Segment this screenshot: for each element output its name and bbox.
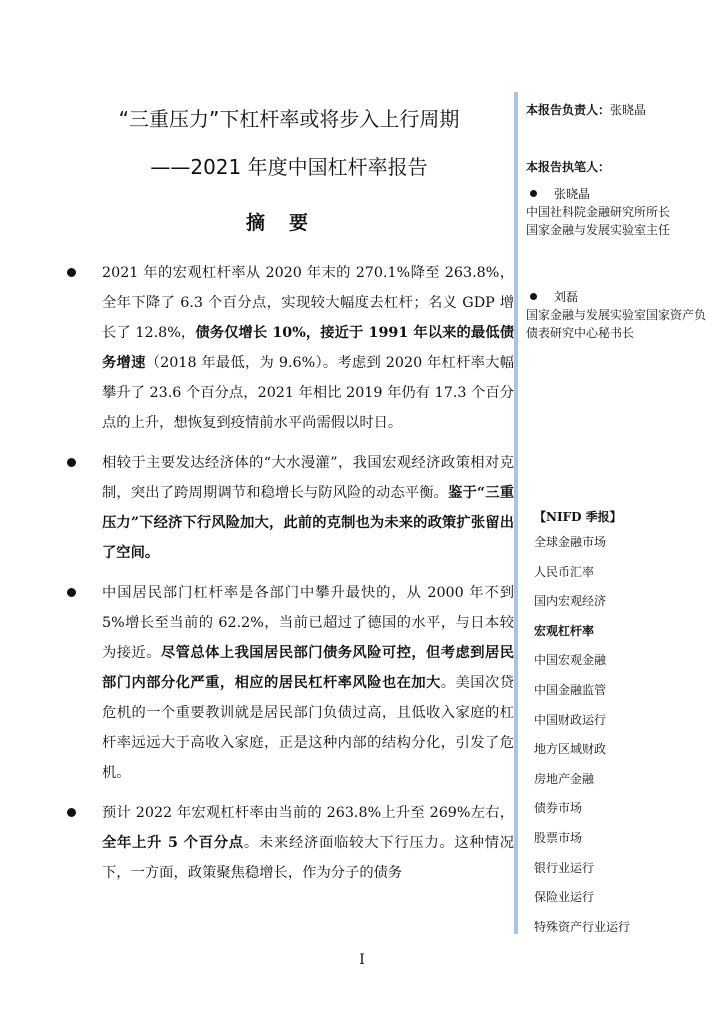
abstract-bullet xyxy=(64,448,514,568)
nifd-list xyxy=(526,532,706,946)
authors-label xyxy=(526,158,706,176)
author-name: 刘磊 xyxy=(526,288,706,306)
nifd-item[interactable]: 中国金融监管 xyxy=(534,682,607,697)
nifd-item[interactable]: 中国财政运行 xyxy=(534,712,607,727)
bullet-emphasis: 鉴于“三重压力”下经济下行风险加大，此前的克制也为未来的政策扩张留出了空间。 xyxy=(102,485,514,561)
authors-label-text: 本报告执笔人： xyxy=(526,160,611,174)
author-affiliation: 国家金融与发展实验室国家资产负债表研究中心秘书长 xyxy=(526,308,707,340)
abstract-bullet xyxy=(64,258,514,438)
page-number: I xyxy=(359,952,365,968)
nifd-item[interactable]: 中国宏观金融 xyxy=(534,653,607,668)
nifd-item[interactable]: 保险业运行 xyxy=(534,890,595,905)
bullet-text: （2018 年最低，为 9.6%）。考虑到 2020 年杠杆率大幅攀升了 23.6 个百分点，2021 年相比 2019 年仍有 17.3 个百分点的上升，想恢复到疫情前水平尚需假以时日。 xyxy=(102,355,514,431)
bullet-emphasis: 全年上升 5 个百分点 xyxy=(102,835,244,851)
nifd-item[interactable]: 债券市场 xyxy=(534,801,583,816)
report-title: “三重压力”下杠杆率或将步入上行周期 xyxy=(118,107,460,131)
nifd-title: 【NIFD 季报】 xyxy=(534,510,622,524)
nifd-item[interactable]: 宏观杠杆率 xyxy=(534,623,595,638)
report-responsible xyxy=(526,101,706,119)
nifd-item[interactable]: 人民币汇率 xyxy=(534,564,595,579)
abstract-bullets xyxy=(64,258,514,898)
nifd-item[interactable]: 房地产金融 xyxy=(534,771,595,786)
abstract-heading: 摘要 xyxy=(245,212,332,234)
bullet-text: 2021 年的宏观杠杆率从 2020 年末的 270.1%降至 263.8%，全年下降了 6.3 个百分点，实现较大幅度去杠杆；名义 GDP 增长了 12.8%， xyxy=(102,265,514,341)
bullet-text: 。美国次贷危机的一个重要教训就是居民部门负债过高，且低收入家庭的杠杆率远远大于高收入家庭，正是这种内部的结构分化，引发了危机。 xyxy=(102,675,515,781)
author-block-1 xyxy=(526,185,706,239)
author-name: 张晓晶 xyxy=(526,185,706,203)
author-affiliation: 国家金融与发展实验室主任 xyxy=(526,223,671,237)
report-subtitle: ——2021 年度中国杠杆率报告 xyxy=(150,155,428,179)
abstract-bullet xyxy=(64,578,514,788)
author-block-2 xyxy=(526,288,706,342)
bullet-emphasis: 尽管总体上我国居民部门债务风险可控，但考虑到居民部门内部分化严重，相应的居民杠杆率风险也在加大 xyxy=(102,645,515,691)
nifd-item[interactable]: 特殊资产行业运行 xyxy=(534,919,631,934)
nifd-item[interactable]: 地方区域财政 xyxy=(534,742,607,757)
nifd-item[interactable]: 国内宏观经济 xyxy=(534,594,607,609)
nifd-item[interactable]: 股票市场 xyxy=(534,830,583,845)
bullet-emphasis: 债务仅增长 10%，接近于 1991 年以来的最低债务增速 xyxy=(102,325,514,371)
bullet-text: 。未来经济面临较大下行压力。这种情况下，一方面，政策聚焦稳增长，作为分子的债务 xyxy=(102,835,514,881)
bullet-text: 中国居民部门杠杆率是各部门中攀升最快的，从 2000 年不到 5%增长至当前的 62.2%，当前已超过了德国的水平，与日本较为接近。 xyxy=(102,585,514,661)
bullet-text: 预计 2022 年宏观杠杆率由当前的 263.8%上升至 269%左右， xyxy=(102,805,514,821)
nifd-quarterly-box xyxy=(526,508,706,946)
abstract-bullet xyxy=(64,798,514,888)
author-affiliation: 中国社科院金融研究所所长 xyxy=(526,205,671,219)
nifd-item[interactable]: 银行业运行 xyxy=(534,860,595,875)
bullet-text: 相较于主要发达经济体的“大水漫灌”，我国宏观经济政策相对克制，突出了跨周期调节和稳增长与防风险的动态平衡。 xyxy=(102,455,514,501)
responsible-label: 本报告负责人： xyxy=(526,103,611,117)
nifd-item[interactable]: 全球金融市场 xyxy=(534,535,607,549)
responsible-name: 张晓晶 xyxy=(610,103,647,117)
sidebar-divider xyxy=(514,92,518,934)
